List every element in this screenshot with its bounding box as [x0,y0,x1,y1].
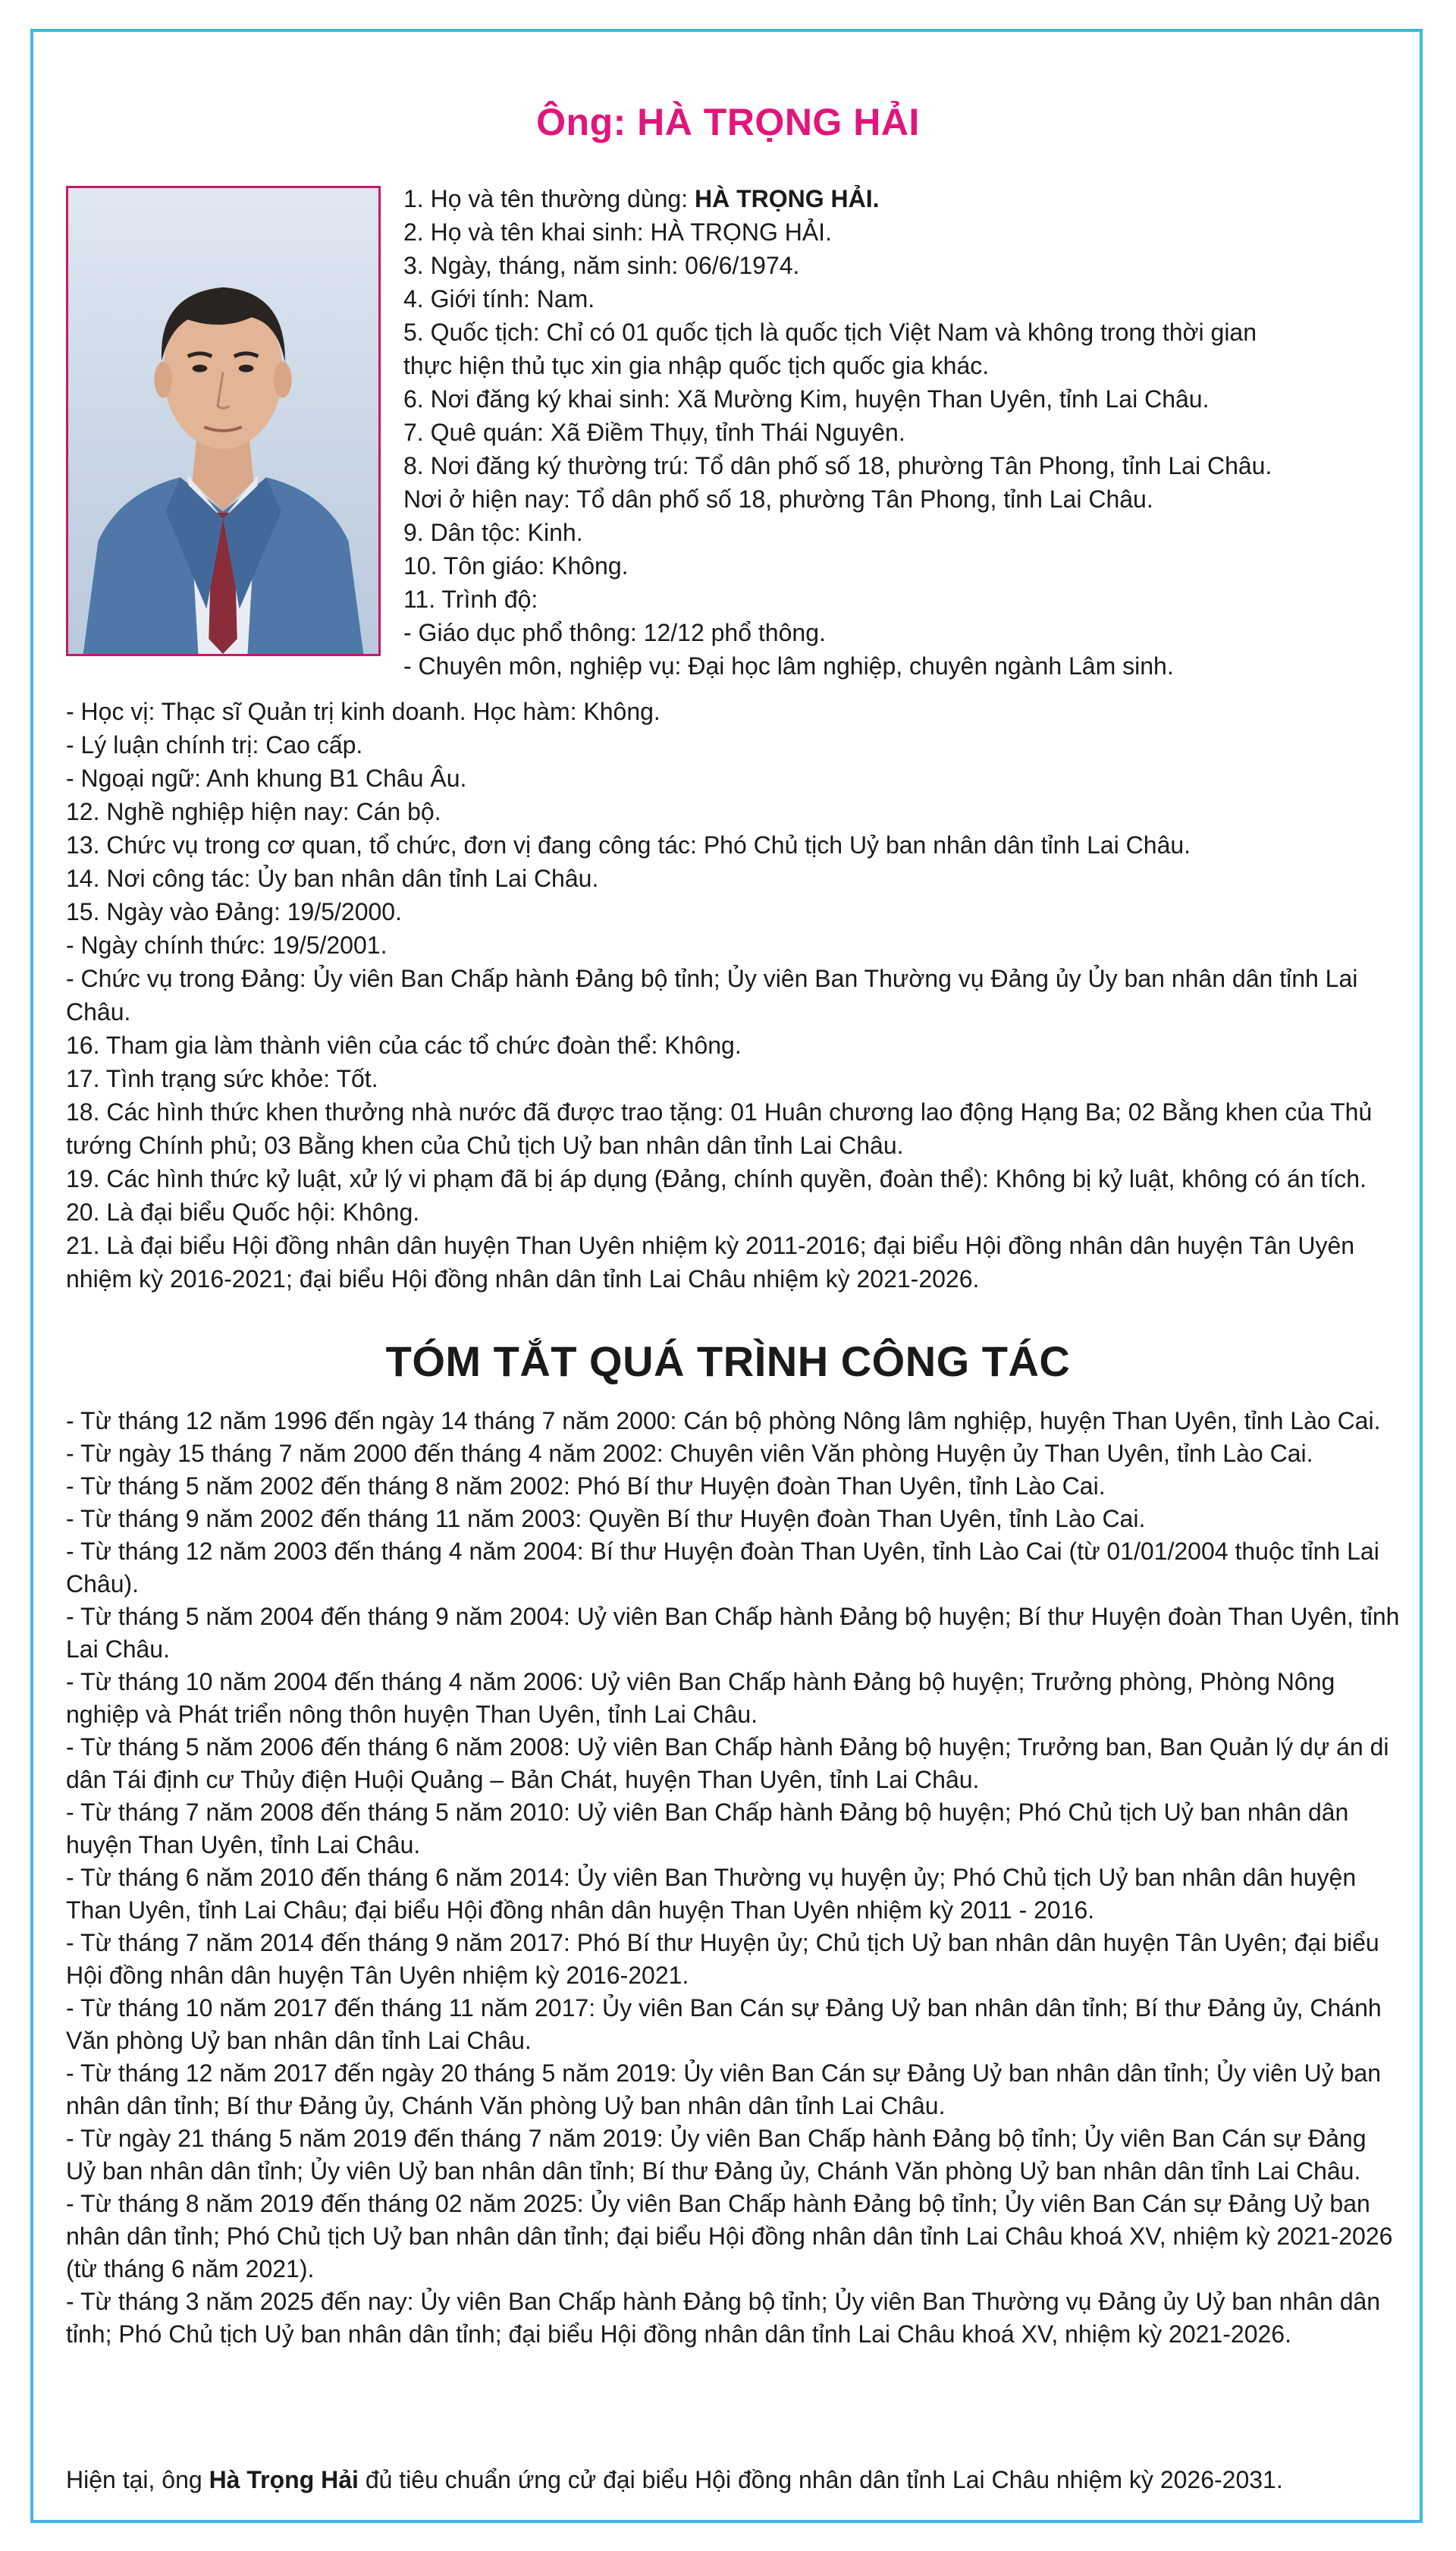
career-item: - Từ tháng 5 năm 2004 đến tháng 9 năm 2004: Uỷ viên Ban Chấp hành Đảng bộ huyện; Bí thư Huyện đoàn Than Uyên, tỉnh Lai Châu. [66,1603,1400,1663]
info-ly-luan: - Lý luận chính trị: Cao cấp. [66,731,363,759]
page-title: Ông: HÀ TRỌNG HẢI [536,101,920,143]
info-line-17: 17. Tình trạng sức khỏe: Tốt. [66,1065,378,1092]
info-hoc-vi: - Học vị: Thạc sĩ Quản trị kinh doanh. Học hàm: Không. [66,698,661,725]
career-item: - Từ tháng 10 năm 2004 đến tháng 4 năm 2006: Uỷ viên Ban Chấp hành Đảng bộ huyện; Trưởng phòng, Phòng Nông nghiệp và Phát triển nông thôn huyện Than Uyên, tỉnh Lai Châu. [66,1668,1335,1728]
info-line-3: 3. Ngày, tháng, năm sinh: 06/6/1974. [403,252,800,279]
info-line-15: 15. Ngày vào Đảng: 19/5/2000. [66,898,402,925]
info-line-20: 20. Là đại biểu Quốc hội: Không. [66,1199,420,1226]
info-line-10: 10. Tôn giáo: Không. [403,552,629,580]
info-line-4: 4. Giới tính: Nam. [403,285,595,313]
info-line-21: 21. Là đại biểu Hội đồng nhân dân huyện Than Uyên nhiệm kỳ 2011-2016; đại biểu Hội đồng nhân dân huyện Tân Uyên nhiệm kỳ 2016-2021; đại biểu Hội đồng nhân dân tỉnh Lai Châu nhiệm kỳ 2021-2026. [66,1232,1355,1293]
info-line-1: 1. Họ và tên thường dùng: HÀ TRỌNG HẢI. [403,185,880,212]
career-item: - Từ tháng 12 năm 2017 đến ngày 20 tháng 5 năm 2019: Ủy viên Ban Cán sự Đảng Uỷ ban nhân dân tỉnh; Ủy viên Uỷ ban nhân dân tỉnh; Bí thư Đảng ủy, Chánh Văn phòng Uỷ ban nhân dân tỉnh Lai Châu. [66,2059,1382,2119]
info-line-11a: - Giáo dục phổ thông: 12/12 phổ thông. [403,619,826,646]
info-line-18: 18. Các hình thức khen thưởng nhà nước đã được trao tặng: 01 Huân chương lao động Hạng Ba; 02 Bằng khen của Thủ tướng Chính phủ; 03 Bằng khen của Chủ tịch Uỷ ban nhân dân tỉnh Lai Châu. [66,1098,1373,1159]
summary-name: Hà Trọng Hải [209,2466,359,2493]
info-line-7: 7. Quê quán: Xã Điềm Thụy, tỉnh Thái Nguyên. [403,419,905,446]
career-section-title: TÓM TẮT QUÁ TRÌNH CÔNG TÁC [385,1337,1071,1385]
portrait-illustration [68,188,378,654]
career-item: - Từ tháng 12 năm 2003 đến tháng 4 năm 2004: Bí thư Huyện đoàn Than Uyên, tỉnh Lào Cai (từ 01/01/2004 thuộc tỉnh Lai Châu). [66,1538,1379,1598]
info-line-15a: - Ngày chính thức: 19/5/2001. [66,931,388,959]
career-item: - Từ tháng 7 năm 2014 đến tháng 9 năm 2017: Phó Bí thư Huyện ủy; Chủ tịch Uỷ ban nhân dân huyện Tân Uyên; đại biểu Hội đồng nhân dân huyện Tân Uyên nhiệm kỳ 2016-2021. [66,1929,1379,1989]
info-line-14: 14. Nơi công tác: Ủy ban nhân dân tỉnh Lai Châu. [66,865,599,892]
career-item: - Từ tháng 5 năm 2006 đến tháng 6 năm 2008: Uỷ viên Ban Chấp hành Đảng bộ huyện; Trưởng ban, Ban Quản lý dự án di dân Tái định cư Thủy điện Huội Quảng – Bản Chát, huyện Than Uyên, tỉnh Lai Châu. [66,1733,1389,1793]
info-line-6: 6. Nơi đăng ký khai sinh: Xã Mường Kim, huyện Than Uyên, tỉnh Lai Châu. [403,385,1210,413]
info-line-8b: Nơi ở hiện nay: Tổ dân phố số 18, phường Tân Phong, tỉnh Lai Châu. [403,485,1153,513]
career-item: - Từ tháng 5 năm 2002 đến tháng 8 năm 2002: Phó Bí thư Huyện đoàn Than Uyên, tỉnh Lào Cai. [66,1472,1106,1500]
info-line-12: 12. Nghề nghiệp hiện nay: Cán bộ. [66,798,441,825]
career-item: - Từ tháng 3 năm 2025 đến nay: Ủy viên Ban Chấp hành Đảng bộ tỉnh; Ủy viên Ban Thường vụ Đảng ủy Uỷ ban nhân dân tỉnh; Phó Chủ tịch Uỷ ban nhân dân tỉnh; đại biểu Hội đồng nhân dân tỉnh Lai Châu khoá XV, nhiệm kỳ 2021-2026. [66,2288,1381,2348]
info-line-11b: - Chuyên môn, nghiệp vụ: Đại học lâm nghiệp, chuyên ngành Lâm sinh. [403,652,1174,680]
personal-info-top [403,182,1389,683]
info-line-8a: 8. Nơi đăng ký thường trú: Tổ dân phố số 18, phường Tân Phong, tỉnh Lai Châu. [403,452,1272,479]
info-line-19: 19. Các hình thức kỷ luật, xử lý vi phạm đã bị áp dụng (Đảng, chính quyền, đoàn thể): Không bị kỷ luật, không có án tích. [66,1165,1367,1192]
career-item: - Từ tháng 9 năm 2002 đến tháng 11 năm 2003: Quyền Bí thư Huyện đoàn Than Uyên, tỉnh Lào Cai. [66,1505,1146,1532]
career-item: - Từ ngày 15 tháng 7 năm 2000 đến tháng 4 năm 2002: Chuyên viên Văn phòng Huyện ủy Than Uyên, tỉnh Lào Cai. [66,1440,1313,1467]
info-line-5b: thực hiện thủ tục xin gia nhập quốc tịch quốc gia khác. [403,352,990,379]
info-line-9: 9. Dân tộc: Kinh. [403,519,583,546]
career-item: - Từ ngày 21 tháng 5 năm 2019 đến tháng 7 năm 2019: Ủy viên Ban Chấp hành Đảng bộ tỉnh; Ủy viên Ban Cán sự Đảng Uỷ ban nhân dân tỉnh; Ủy viên Uỷ ban nhân dân tỉnh; Bí thư Đảng ủy, Chánh Văn phòng Uỷ ban nhân dân tỉnh Lai Châu. [66,2125,1367,2185]
info-line-16: 16. Tham gia làm thành viên của các tổ chức đoàn thể: Không. [66,1032,742,1059]
portrait-photo [66,186,381,656]
info-ngoai-ngu: - Ngoại ngữ: Anh khung B1 Châu Âu. [66,765,467,792]
personal-info-bottom [66,695,1401,1296]
common-name: HÀ TRỌNG HẢI. [694,185,880,212]
info-line-5a: 5. Quốc tịch: Chỉ có 01 quốc tịch là quốc tịch Việt Nam và không trong thời gian [403,319,1257,346]
candidacy-summary: Hiện tại, ông Hà Trọng Hải đủ tiêu chuẩn ứng cử đại biểu Hội đồng nhân dân tỉnh Lai Châu nhiệm kỳ 2026-2031. [66,2466,1283,2493]
career-item: - Từ tháng 8 năm 2019 đến tháng 02 năm 2025: Ủy viên Ban Chấp hành Đảng bộ tỉnh; Ủy viên Ban Cán sự Đảng Uỷ ban nhân dân tỉnh; Phó Chủ tịch Uỷ ban nhân dân tỉnh; đại biểu Hội đồng nhân dân tỉnh Lai Châu khoá XV, nhiệm kỳ 2021-2026 (từ tháng 6 năm 2021). [66,2190,1393,2282]
info-line-11: 11. Trình độ: [403,586,538,613]
career-item: - Từ tháng 12 năm 1996 đến ngày 14 tháng 7 năm 2000: Cán bộ phòng Nông lâm nghiệp, huyện Than Uyên, tỉnh Lào Cai. [66,1407,1381,1434]
career-item: - Từ tháng 10 năm 2017 đến tháng 11 năm 2017: Ủy viên Ban Cán sự Đảng Uỷ ban nhân dân tỉnh; Bí thư Đảng ủy, Chánh Văn phòng Uỷ ban nhân dân tỉnh Lai Châu. [66,1994,1382,2054]
info-line-15b: - Chức vụ trong Đảng: Ủy viên Ban Chấp hành Đảng bộ tỉnh; Ủy viên Ban Thường vụ Đảng ủy Ủy ban nhân dân tỉnh Lai Châu. [66,965,1358,1026]
info-line-13: 13. Chức vụ trong cơ quan, tổ chức, đơn vị đang công tác: Phó Chủ tịch Uỷ ban nhân dân tỉnh Lai Châu. [66,831,1191,859]
career-item: - Từ tháng 6 năm 2010 đến tháng 6 năm 2014: Ủy viên Ban Thường vụ huyện ủy; Phó Chủ tịch Uỷ ban nhân dân huyện Than Uyên, tỉnh Lai Châu; đại biểu Hội đồng nhân dân huyện Than Uyên nhiệm kỳ 2011 - 2016. [66,1864,1357,1924]
career-list [66,1405,1401,2351]
career-item: - Từ tháng 7 năm 2008 đến tháng 5 năm 2010: Uỷ viên Ban Chấp hành Đảng bộ huyện; Phó Chủ tịch Uỷ ban nhân dân huyện Than Uyên, tỉnh Lai Châu. [66,1799,1349,1858]
info-line-2: 2. Họ và tên khai sinh: HÀ TRỌNG HẢI. [403,218,832,246]
